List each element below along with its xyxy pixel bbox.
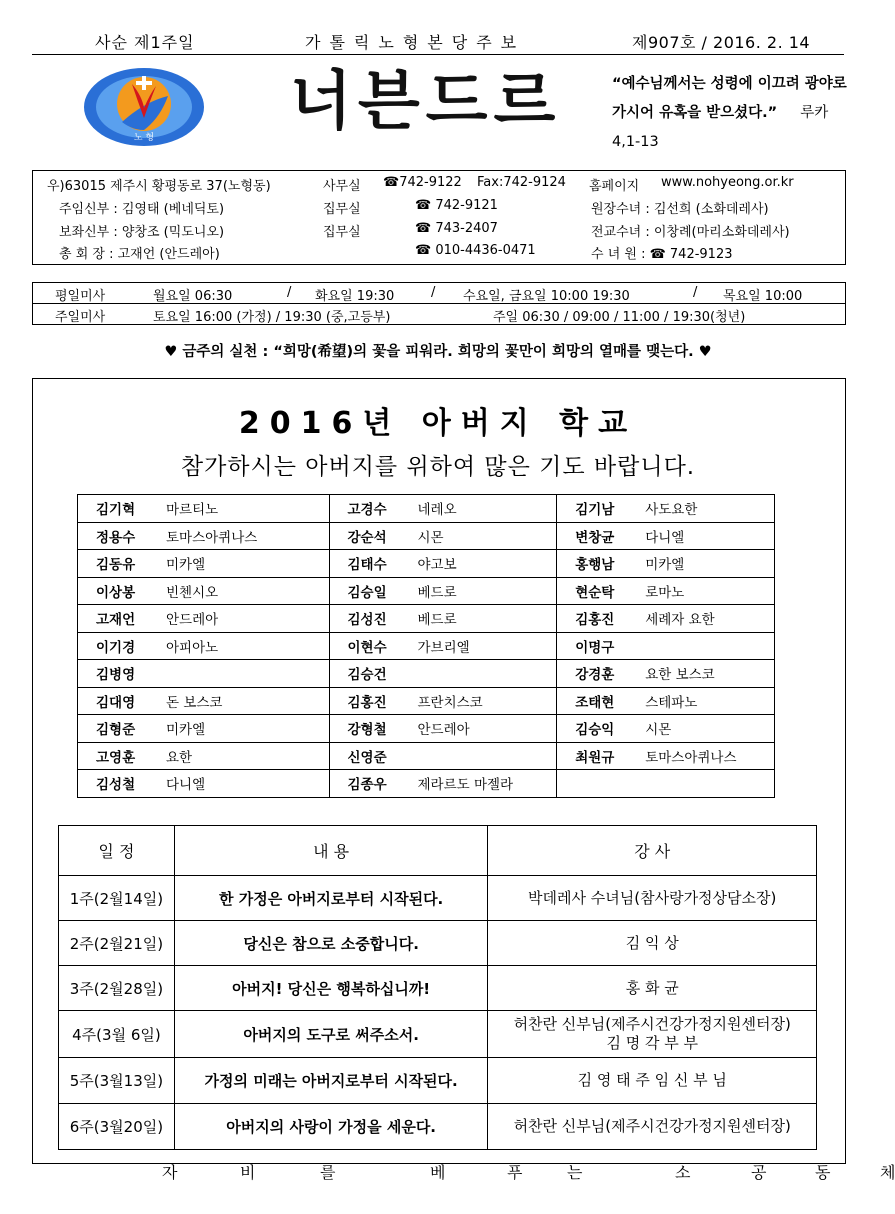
baptismal-name: 요한: [166, 749, 193, 766]
weekday-time: 수요일, 금요일 10:00 19:30: [463, 289, 630, 304]
header-rule: [32, 54, 844, 55]
participant-name: 김승일: [347, 584, 387, 601]
footer-char: 푸: [507, 1163, 523, 1182]
header-topic: 내 용: [174, 826, 488, 876]
logo-text: 노 형: [133, 133, 155, 143]
session-date: 5주(3월13일): [59, 1058, 175, 1104]
header-speaker: 강 사: [488, 826, 817, 876]
table-row: [78, 742, 775, 770]
participant-cell: [329, 715, 557, 743]
bulletin-title: 너븐드르: [290, 65, 562, 139]
participant-name: 김기남: [575, 502, 615, 519]
table-row: [78, 660, 775, 688]
school-subtitle: 참가하시는 아버지를 위하여 많은 기도 바랍니다.: [180, 454, 696, 480]
speaker-line: 허찬란 신부님(제주시건강가정지원센터장): [513, 1015, 791, 1033]
session-speaker: [488, 1011, 817, 1058]
footer-char: 베: [430, 1163, 446, 1182]
participant-cell: [78, 632, 330, 660]
participant-name: 김승익: [575, 722, 615, 739]
baptismal-name: 토마스아퀴나스: [166, 529, 258, 546]
participant-cell: [329, 577, 557, 605]
table-row: [78, 550, 775, 578]
participant-name: 고재언: [96, 612, 136, 629]
table-row: [59, 1058, 817, 1104]
participant-cell: [557, 660, 775, 688]
participant-cell: [557, 715, 775, 743]
participant-cell: [329, 550, 557, 578]
speaker-line: 홍 화 균: [625, 978, 679, 997]
sunday-mass-row: [32, 303, 846, 325]
weekday-mass-label: 평일미사: [55, 289, 106, 304]
session-date: 6주(3월20일): [59, 1104, 175, 1150]
participant-cell: [329, 687, 557, 715]
superior-sister: 원장수녀 : 김선희 (소화데레사): [591, 202, 769, 217]
participant-name: 이현수: [347, 639, 387, 656]
baptismal-name: 미카엘: [166, 557, 206, 574]
session-speaker: [488, 921, 817, 966]
baptismal-name: 토마스아퀴나스: [645, 749, 737, 766]
session-topic: 한 가정은 아버지로부터 시작된다.: [174, 876, 488, 921]
participant-name: 신영준: [347, 749, 387, 766]
participant-cell: [557, 522, 775, 550]
baptismal-name: 베드로: [417, 584, 457, 601]
weekly-practice: ♥ 금주의 실천 : “희망(希望)의 꽃을 피워라. 희망의 꽃만이 희망의 열매를 맺는다. ♥: [164, 344, 712, 360]
pastor-office: 집무실: [323, 202, 361, 217]
participant-name: 강형철: [347, 722, 387, 739]
speaker-line: 박데레사 수녀님(참사랑가정상담소장): [528, 888, 777, 907]
baptismal-name: 시몬: [645, 722, 672, 739]
participant-cell: [329, 632, 557, 660]
baptismal-name: 다니엘: [645, 529, 685, 546]
schedule-table: [58, 825, 817, 1150]
table-row: [78, 715, 775, 743]
saturday-mass-times: 토요일 16:00 (가정) / 19:30 (중,고등부): [153, 310, 391, 325]
session-date: 3주(2월28일): [59, 966, 175, 1011]
season-label: 사순 제1주일: [95, 33, 195, 52]
baptismal-name: 미카엘: [645, 557, 685, 574]
participant-cell: [557, 770, 775, 798]
fax-number: Fax:742-9124: [477, 175, 566, 190]
baptismal-name: 세례자 요한: [645, 612, 715, 629]
footer-char: 동: [815, 1163, 831, 1182]
participant-name: 김승건: [347, 667, 387, 684]
office-label: 사무실: [323, 179, 361, 194]
table-row: [78, 687, 775, 715]
participant-name: 김형준: [96, 722, 136, 739]
footer-char: 자: [162, 1163, 178, 1182]
footer-char: 공: [751, 1163, 767, 1182]
table-row: [59, 876, 817, 921]
table-row: [78, 577, 775, 605]
participant-name: 홍행남: [575, 557, 615, 574]
participant-cell: [329, 522, 557, 550]
participant-cell: [329, 495, 557, 523]
participant-cell: [78, 715, 330, 743]
president-phone: ☎ 010-4436-0471: [415, 243, 536, 258]
participant-cell: [78, 495, 330, 523]
pastor: 주임신부 : 김영태 (베네딕토): [59, 202, 225, 217]
table-row: [59, 921, 817, 966]
participant-cell: [557, 742, 775, 770]
table-row: [78, 632, 775, 660]
participant-cell: [78, 660, 330, 688]
participant-name: 김동유: [96, 557, 136, 574]
baptismal-name: 안드레아: [166, 612, 219, 629]
table-row: [78, 495, 775, 523]
footer-char: 를: [320, 1163, 336, 1182]
participant-name: 조태현: [575, 694, 615, 711]
participant-name: 김홍진: [575, 612, 615, 629]
baptismal-name: 베드로: [417, 612, 457, 629]
footer-char: 소: [675, 1163, 691, 1182]
participant-name: 김대영: [96, 694, 136, 711]
gospel-quote: [612, 70, 848, 157]
participant-name: 이기경: [96, 639, 136, 656]
table-row: [78, 605, 775, 633]
participant-name: 고영훈: [96, 749, 136, 766]
participant-name: 이상봉: [96, 584, 136, 601]
parish-logo: [82, 66, 206, 148]
baptismal-name: 로마노: [645, 584, 685, 601]
participant-cell: [557, 687, 775, 715]
session-speaker: [488, 1104, 817, 1150]
homepage-link[interactable]: www.nohyeong.or.kr: [661, 175, 794, 190]
baptismal-name: 마르티노: [166, 502, 219, 519]
participant-cell: [557, 605, 775, 633]
convent-phone: 수 녀 원 : ☎ 742-9123: [591, 247, 733, 262]
assistant-priest: 보좌신부 : 양창조 (믹도니오): [59, 225, 225, 240]
participant-cell: [557, 632, 775, 660]
sunday-mass-times: 주일 06:30 / 09:00 / 11:00 / 19:30(청년): [493, 310, 746, 325]
baptismal-name: 제라르도 마젤라: [417, 777, 514, 794]
participant-cell: [329, 742, 557, 770]
participant-name: 김성철: [96, 777, 136, 794]
session-speaker: [488, 966, 817, 1011]
baptismal-name: 사도요한: [645, 502, 698, 519]
participant-name: 김기혁: [96, 502, 136, 519]
participant-name: 김종우: [347, 777, 387, 794]
pastor-phone: ☎ 742-9121: [415, 198, 498, 213]
baptismal-name: 스테파노: [645, 694, 698, 711]
weekday-time: 목요일 10:00: [723, 289, 803, 304]
weekday-mass-row: [32, 282, 846, 304]
baptismal-name: 빈첸시오: [166, 584, 219, 601]
school-title: 2016년 아버지 학교: [238, 406, 638, 441]
participant-cell: [78, 687, 330, 715]
participant-cell: [78, 742, 330, 770]
table-row: [78, 522, 775, 550]
baptismal-name: 미카엘: [166, 722, 206, 739]
participant-cell: [329, 660, 557, 688]
participant-cell: [329, 770, 557, 798]
session-topic: 아버지의 사랑이 가정을 세운다.: [174, 1104, 488, 1150]
footer-char: 비: [240, 1163, 256, 1182]
baptismal-name: 요한 보스코: [645, 667, 715, 684]
speaker-line: 김 명 각 부 부: [606, 1034, 698, 1052]
baptismal-name: 안드레아: [417, 722, 470, 739]
speaker-line: 김 익 상: [625, 933, 679, 952]
council-president: 총 회 장 : 고재언 (안드레아): [59, 247, 220, 262]
participant-name: 강경훈: [575, 667, 615, 684]
session-topic: 당신은 참으로 소중합니다.: [174, 921, 488, 966]
participant-name: 변창균: [575, 529, 615, 546]
baptismal-name: 돈 보스코: [166, 694, 223, 711]
session-topic: 가정의 미래는 아버지로부터 시작된다.: [174, 1058, 488, 1104]
table-row: [59, 1011, 817, 1058]
session-topic: 아버지의 도구로 써주소서.: [174, 1011, 488, 1058]
separator: /: [431, 285, 436, 300]
participant-cell: [78, 770, 330, 798]
assistant-phone: ☎ 743-2407: [415, 221, 498, 236]
weekday-time: 월요일 06:30: [153, 289, 233, 304]
participant-name: 고경수: [347, 502, 387, 519]
mission-sister: 전교수녀 : 이창례(마리소화데레사): [591, 225, 790, 240]
separator: /: [287, 285, 292, 300]
participant-cell: [557, 495, 775, 523]
session-speaker: [488, 1058, 817, 1104]
footer-char: 체: [880, 1163, 895, 1182]
issue-number: 제907호 / 2016. 2. 14: [632, 33, 811, 52]
table-row: [59, 1104, 817, 1150]
participant-cell: [78, 550, 330, 578]
participant-cell: [557, 550, 775, 578]
participant-name: 김병영: [96, 667, 136, 684]
address: 우)63015 제주시 황평동로 37(노형동): [47, 179, 271, 194]
session-topic: 아버지! 당신은 행복하십니까!: [174, 966, 488, 1011]
speaker-line: 허찬란 신부님(제주시건강가정지원센터장): [513, 1117, 791, 1135]
footer-char: 는: [567, 1163, 583, 1182]
participant-name: 강순석: [347, 529, 387, 546]
baptismal-name: 아피아노: [166, 639, 219, 656]
participant-cell: [78, 577, 330, 605]
assistant-office: 집무실: [323, 225, 361, 240]
speaker-line: 김 영 태 주 임 신 부 님: [577, 1071, 727, 1089]
session-speaker: [488, 876, 817, 921]
participant-cell: [557, 577, 775, 605]
baptismal-name: 가브리엘: [417, 639, 470, 656]
participant-name: 최원규: [575, 749, 615, 766]
quote-reference: 루카 4,1-13: [612, 105, 829, 150]
sunday-mass-label: 주일미사: [55, 310, 106, 325]
parish-info-box: [32, 170, 846, 265]
header-date: 일 정: [59, 826, 175, 876]
office-phone: ☎742-9122: [383, 175, 462, 190]
separator: /: [693, 285, 698, 300]
baptismal-name: 다니엘: [166, 777, 206, 794]
baptismal-name: 시몬: [417, 529, 444, 546]
participant-name: 이명구: [575, 639, 615, 656]
participants-table: [77, 494, 775, 798]
session-date: 1주(2월14일): [59, 876, 175, 921]
participant-cell: [329, 605, 557, 633]
session-date: 4주(3월 6일): [59, 1011, 175, 1058]
participant-name: 김홍진: [347, 694, 387, 711]
table-row: [59, 966, 817, 1011]
schedule-header-row: [59, 826, 817, 876]
quote-text: “예수님께서는 성령에 이끄려 광야로 가시어 유혹을 받으셨다.”: [612, 76, 847, 121]
participant-name: 김태수: [347, 557, 387, 574]
participant-name: 정용수: [96, 529, 136, 546]
table-row: [78, 770, 775, 798]
participant-name: 현순탁: [575, 584, 615, 601]
weekday-time: 화요일 19:30: [315, 289, 395, 304]
homepage-label: 홈페이지: [589, 179, 640, 194]
paper-name: 가톨릭노형본당주보: [305, 33, 526, 52]
participant-name: 김성진: [347, 612, 387, 629]
baptismal-name: 프란치스코: [417, 694, 483, 711]
participant-cell: [78, 522, 330, 550]
participant-cell: [78, 605, 330, 633]
baptismal-name: 네레오: [417, 502, 457, 519]
baptismal-name: 야고보: [417, 557, 457, 574]
session-date: 2주(2월21일): [59, 921, 175, 966]
